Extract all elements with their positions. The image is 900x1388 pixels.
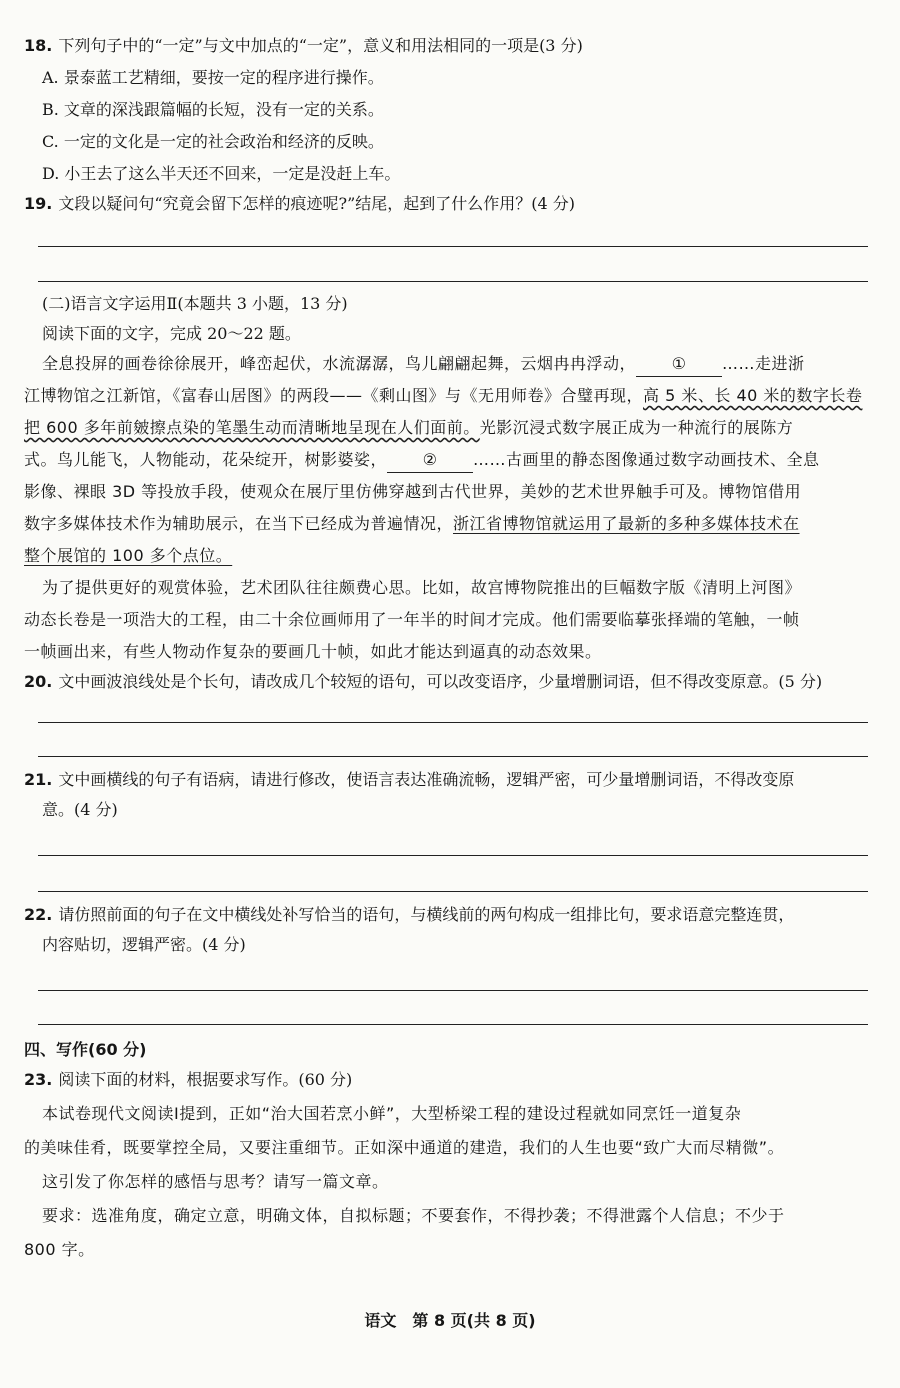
- passage-text: ……走进浙: [722, 354, 805, 373]
- page-footer: 语文 第 8 页(共 8 页): [364, 1311, 536, 1330]
- q20-number: 20.: [24, 672, 53, 691]
- q19-stem-line: [24, 192, 575, 216]
- q23-requirement-line-2: 800 字。: [24, 1240, 95, 1259]
- passage-text: 江博物馆之江新馆，《富春山居图》的两段——《剩山图》与《无用师卷》合璧再现，: [24, 386, 644, 405]
- q22-stem-line-2: 内容贴切，逻辑严密。(4 分): [42, 935, 246, 954]
- q22-answer-line-1[interactable]: [38, 990, 868, 991]
- blank-1: ①: [636, 352, 722, 377]
- q20-answer-line-2[interactable]: [38, 756, 868, 757]
- q19-answer-line-1[interactable]: [38, 246, 868, 247]
- q20-answer-line-1[interactable]: [38, 722, 868, 723]
- passage-text: ……古画里的静态图像通过数字动画技术、全息: [473, 450, 820, 469]
- blank-2: ②: [387, 448, 473, 473]
- q22-stem: 请仿照前面的句子在文中横线处补写恰当的语句，与横线前的两句构成一组排比句，要求语意完整连贯，: [58, 905, 795, 924]
- q19-answer-line-2[interactable]: [38, 281, 868, 282]
- wavy-underlined-sentence: 高 5 米、长 40 米的数字长卷: [643, 386, 863, 405]
- q23-material-line-1: 本试卷现代文阅读Ⅰ提到，正如“治大国若烹小鲜”，大型桥梁工程的建设过程就如同烹饪一道复杂: [42, 1104, 742, 1123]
- passage-line-4: [24, 448, 820, 473]
- section2-title: (二)语言文字运用Ⅱ(本题共 3 小题，13 分): [42, 294, 348, 313]
- q23-material-line-3: 这引发了你怎样的感悟与思考？请写一篇文章。: [42, 1172, 389, 1191]
- q18-stem: 下列句子中的“一定”与文中加点的“一定”，意义和用法相同的一项是(3 分): [58, 36, 583, 55]
- q21-answer-line-1[interactable]: [38, 855, 868, 856]
- q18-option-b: B. 文章的深浅跟篇幅的长短，没有一定的关系。: [42, 100, 384, 119]
- passage-line-2: [24, 384, 862, 408]
- q23-requirement-line-1: 要求：选准角度，确定立意，明确文体，自拟标题；不要套作，不得抄袭；不得泄露个人信息；不少于: [42, 1206, 785, 1225]
- q18-option-a: A. 景泰蓝工艺精细，要按一定的程序进行操作。: [42, 68, 384, 87]
- wavy-underlined-sentence: 把 600 多年前皴擦点染的笔墨生动而清晰地呈现在人们面前。: [24, 418, 480, 437]
- passage-line-1: [42, 352, 805, 377]
- q23-number: 23.: [24, 1070, 53, 1089]
- passage-line-9: 动态长卷是一项浩大的工程，由二十余位画师用了一年半的时间才完成。他们需要临摹张择端的笔触，一帧: [24, 610, 800, 629]
- q21-number: 21.: [24, 770, 53, 789]
- q18-option-c: C. 一定的文化是一定的社会政治和经济的反映。: [42, 132, 384, 151]
- straight-underlined-sentence: 整个展馆的 100 多个点位。: [24, 546, 233, 565]
- passage-line-8: 为了提供更好的观赏体验，艺术团队往往颇费心思。比如，故宫博物院推出的巨幅数字版《清明上河图》: [42, 578, 802, 597]
- section2-instruction: 阅读下面的文字，完成 20～22 题。: [42, 324, 301, 343]
- section4-title: 四、写作(60 分): [24, 1040, 147, 1059]
- q18-option-d: D. 小王去了这么半天还不回来，一定是没赶上车。: [42, 164, 401, 183]
- q20-stem: 文中画波浪线处是个长句，请改成几个较短的语句，可以改变语序，少量增删词语，但不得改变原意。(5 分): [58, 672, 823, 691]
- q23-material-line-2: 的美味佳肴，既要掌控全局，又要注重细节。正如深中通道的建造，我们的人生也要“致广大而尽精微”。: [24, 1138, 785, 1157]
- straight-underlined-sentence: 浙江省博物馆就运用了最新的多种多媒体技术在: [453, 514, 800, 533]
- q21-stem-line-1: [24, 768, 794, 792]
- q18-number: 18.: [24, 36, 53, 55]
- q22-number: 22.: [24, 905, 53, 924]
- passage-text: 式。鸟儿能飞，人物能动，花朵绽开，树影婆娑，: [24, 450, 388, 469]
- passage-text: 数字多媒体技术作为辅助展示，在当下已经成为普遍情况，: [24, 514, 454, 533]
- q22-answer-line-2[interactable]: [38, 1024, 868, 1025]
- q20-stem-line: [24, 670, 822, 694]
- passage-line-10: 一帧画出来，有些人物动作复杂的要画几十帧，如此才能达到逼真的动态效果。: [24, 642, 602, 661]
- q23-stem: 阅读下面的材料，根据要求写作。(60 分): [58, 1070, 353, 1089]
- passage-line-6: [24, 512, 800, 536]
- q18-stem-line: [24, 34, 583, 58]
- q19-number: 19.: [24, 194, 53, 213]
- passage-line-5: 影像、裸眼 3D 等投放手段，使观众在展厅里仿佛穿越到古代世界，美妙的艺术世界触手可及。博物馆借用: [24, 482, 802, 501]
- q19-stem: 文段以疑问句“究竟会留下怎样的痕迹呢?”结尾，起到了什么作用？(4 分): [58, 194, 576, 213]
- passage-text: 光影沉浸式数字展正成为一种流行的展陈方: [479, 418, 794, 437]
- passage-line-3: [24, 416, 793, 440]
- q22-stem-line-1: [24, 903, 794, 927]
- q21-stem: 文中画横线的句子有语病，请进行修改，使语言表达准确流畅，逻辑严密，可少量增删词语，不得改变原: [58, 770, 795, 789]
- q21-stem-line-2: 意。(4 分): [42, 800, 118, 819]
- passage-text: 全息投屏的画卷徐徐展开，峰峦起伏，水流潺潺，鸟儿翩翩起舞，云烟冉冉浮动，: [42, 354, 637, 373]
- passage-line-7: [24, 544, 232, 568]
- q21-answer-line-2[interactable]: [38, 891, 868, 892]
- q23-stem-line: [24, 1068, 352, 1092]
